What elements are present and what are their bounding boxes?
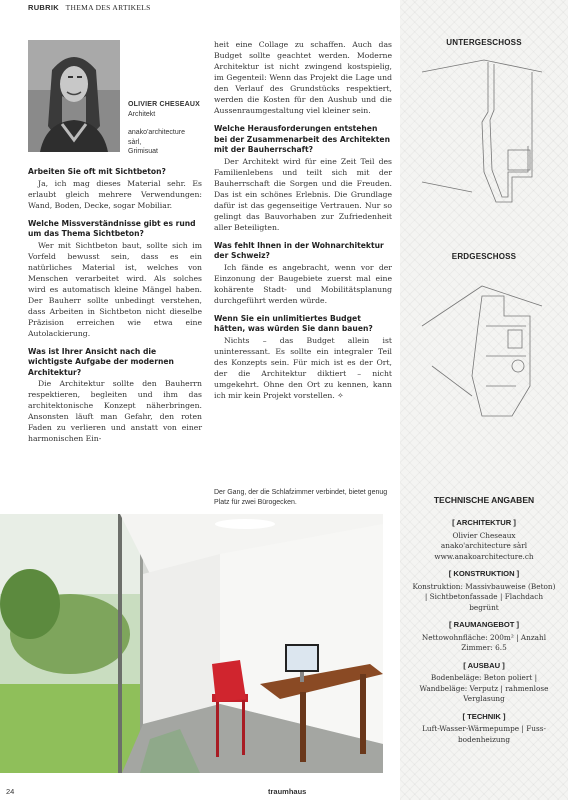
architect-bio — [128, 100, 208, 157]
interview-answer: Nichts – das Budget allein ist uninteressant. Es sollte ein integraler Teil des Konzepts sein. Für mich ist es der Ort, der die Architektur diktiert – nicht umgekehrt. Ohne den Ort zu kennen, kann ich mir kein Projekt vorstellen. ✧ — [214, 335, 392, 400]
photo-caption: Der Gang, der die Schlafzimmer verbindet, bietet genug Platz für zwei Bürogecken. — [214, 489, 388, 506]
spec-architektur — [406, 518, 562, 562]
interview-question: Was ist Ihrer Ansicht nach die wichtigste Aufgabe der modernen Architektur? — [28, 346, 174, 377]
interview-question: Arbeiten Sie oft mit Sichtbeton? — [28, 167, 166, 176]
floorplan-title-ground: ERDGESCHOSS — [451, 252, 517, 261]
spec-line: | Sichtbetonfassade | Flachdach — [424, 592, 544, 601]
interview-answer: Der Architekt wird für eine Zeit Teil des Familienlebens und teilt sich mit der Bauherrschaft die Sorgen und die Freuden. Das ist ein schönes Erlebnis. Die Grundlage dafür ist das gegenseitige Vertrauen. Nur so gelingt das Bauvorhaben zur Zufriedenheit aller Beteiligten. — [214, 156, 392, 232]
architect-role: Architekt — [128, 110, 156, 118]
sidebar-panel — [400, 0, 568, 800]
interview-answer-continued: heit eine Collage zu schaffen. Auch das Budget sollte geachtet werden. Moderne Architektur ist nicht zwingend kostspielig, im Gegenteil: Wenn das Projekt die Lage und den Verlauf des Grundstücks respektiert, werden die Kosten für den Aushub und die Aussenraumgestaltung viel kleiner sein. — [214, 40, 392, 115]
spec-ausbau — [406, 661, 562, 705]
spec-heading: [ KONSTRUKTION ] — [448, 569, 520, 578]
interview-question: Wenn Sie ein unlimitiertes Budget hätten, was würden Sie dann bauen? — [214, 313, 373, 333]
spec-line: anako'architecture sàrl — [440, 541, 528, 550]
architect-city: Grimisuat — [128, 148, 158, 155]
spec-link: www.anakoarchitecture.ch — [434, 551, 534, 561]
spec-heading: [ AUSBAU ] — [463, 660, 505, 670]
architect-firm-suffix: sàrl, — [128, 138, 142, 146]
floorplan-basement — [412, 52, 556, 232]
interview-question: Welche Herausforderungen entstehen bei der Zusammenarbeit des Architekten mit der Bauherrschaft? — [214, 124, 390, 154]
spec-line: bodenheizung — [457, 734, 511, 744]
spec-line: Konstruktion: Massivbauweise (Beton) — [412, 581, 556, 591]
spec-heading: [ TECHNIK ] — [462, 711, 506, 721]
magazine-name: traumhaus — [268, 787, 307, 796]
floorplan-ground — [412, 266, 556, 436]
technical-specs — [406, 518, 562, 752]
rubric-label: RUBRIK — [28, 3, 59, 12]
architect-name: OLIVIER CHESEAUX — [128, 101, 201, 108]
spec-heading: [ ARCHITEKTUR ] — [452, 518, 516, 527]
article-theme: THEMA DES ARTIKELS — [65, 3, 151, 12]
interior-photo — [0, 514, 383, 773]
spec-line: begrünt — [469, 602, 499, 612]
spec-line: Olivier Cheseaux — [452, 530, 516, 540]
architect-portrait — [28, 40, 120, 152]
section-header — [28, 3, 151, 12]
spec-technik — [406, 712, 562, 746]
spec-heading: [ RAUMANGEBOT ] — [448, 620, 520, 629]
spec-line: Bodenbeläge: Beton poliert | — [430, 673, 538, 682]
spec-raumangebot — [406, 620, 562, 654]
interview-answer: Ich fände es angebracht, wenn vor der Einzonung der Baugebiete zuerst mal eine kohärente Stadt- und Mobilitätsplanung durchgeführt werden würde. — [214, 262, 392, 305]
spec-line: Verglasung — [463, 694, 505, 703]
spec-line: Wandbeläge: Verputz | rahmenlose — [419, 683, 549, 693]
interview-column-2 — [214, 39, 392, 401]
specs-title: TECHNISCHE ANGABEN — [433, 495, 535, 505]
page-number: 24 — [6, 787, 15, 796]
spec-line: Zimmer: 6.5 — [461, 643, 507, 652]
spec-line: Nettowohnfläche: 200m² | Anzahl — [421, 632, 547, 642]
floorplan-title-basement: UNTERGESCHOSS — [446, 38, 522, 47]
interview-answer: Die Architektur sollte den Bauherrn respektieren, begleiten und ihm das architektonische Konzept näherbringen. Ansonsten läuft man Gefahr, den roten Faden zu verlieren und anstatt von einer harmonischen Ein- — [28, 379, 202, 443]
interview-answer: Wer mit Sichtbeton baut, sollte sich im Vorfeld bewusst sein, dass es ein natürliches Material ist, welches von Menschen verarbeitet wird. Als solches wird es automatisch kleine Mängel haben. Der Bauherr sollte unbedingt verstehen, dass Arbeiten in Sichtbeton nicht dieselbe Präzision erreichen wie etwa eine Autolackierung. — [28, 240, 202, 338]
interview-question: Was fehlt Ihnen in der Wohnarchitektur der Schweiz? — [214, 240, 384, 260]
interview-question: Welche Missverständnisse gibt es rund um das Thema Sichtbeton? — [28, 218, 196, 238]
spec-konstruktion — [406, 569, 562, 613]
interview-column-1 — [28, 167, 202, 444]
spec-line: Luft-Wasser-Wärmepumpe | Fuss- — [422, 724, 546, 733]
architect-firm: anako'architecture — [128, 129, 185, 136]
interview-answer: Ja, ich mag dieses Material sehr. Es erlaubt gleich mehrere Verwendungen: Wand, Boden, Decke, sogar Mobiliar. — [28, 178, 202, 210]
